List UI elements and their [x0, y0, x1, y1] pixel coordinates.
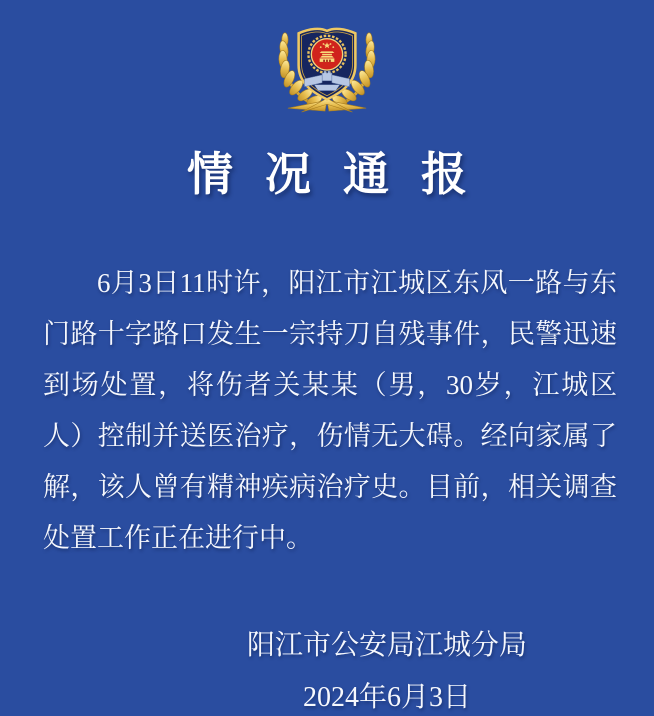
body-line: 6月3日11时许，阳江市江城区东风一路与东 [97, 268, 617, 298]
notice-title-text: 情况通报 [187, 149, 499, 200]
notice-title [0, 150, 654, 200]
body-line: 解，该人曾有精神疾病治疗史。目前，相关调查 [43, 472, 617, 502]
body-line: 到场处置，将伤者关某某（男，30岁，江城区 [43, 370, 617, 400]
badge-container [0, 0, 654, 116]
notice-body [43, 258, 617, 564]
body-line: 门路十字路口发生一宗持刀自残事件，民警迅速 [43, 319, 617, 349]
body-line: 人）控制并送医治疗，伤情无大碍。经向家属了 [43, 421, 617, 451]
police-emblem-icon [268, 26, 386, 116]
agency-signature: 阳江市公安局江城分局 [246, 630, 527, 661]
body-line: 处置工作正在进行中。 [43, 523, 313, 553]
notice-date: 2024年6月3日 [302, 682, 471, 713]
notice-footer [120, 628, 654, 716]
